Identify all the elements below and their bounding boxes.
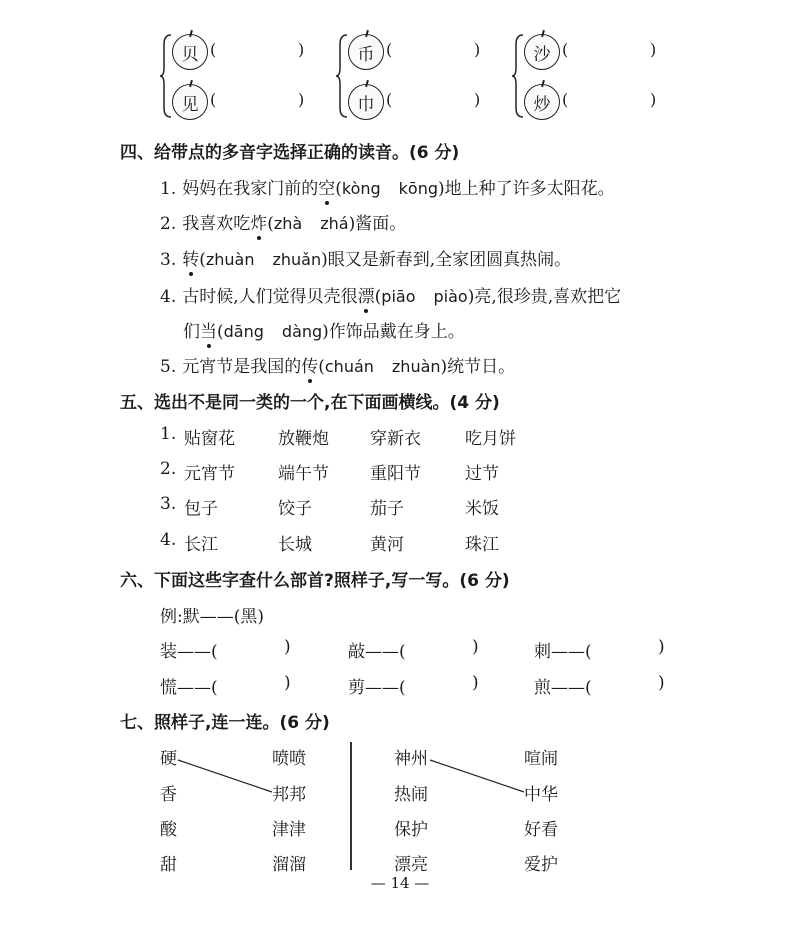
match-item[interactable]: 保护 <box>394 820 428 840</box>
apple-char: 炒 <box>524 84 560 120</box>
radical-char: 敲 <box>348 642 365 662</box>
word-choice[interactable]: 米饭 <box>465 499 499 519</box>
pinyin-option[interactable]: zhuàn <box>391 357 441 376</box>
word-choice[interactable]: 穿新衣 <box>370 429 421 449</box>
apple-char: 巾 <box>348 84 384 120</box>
word-choice[interactable]: 重阳节 <box>370 464 421 484</box>
word-choice[interactable]: 贴窗花 <box>184 429 235 449</box>
word-choice[interactable]: 茄子 <box>370 499 404 519</box>
section4-title: 四、给带点的多音字选择正确的读音。(6 分) <box>120 143 460 163</box>
apple-char: 沙 <box>524 34 560 70</box>
apple-group-1: 贝 ( ) 见 ( ) <box>160 28 310 123</box>
row-number: 2. <box>160 459 177 479</box>
pinyin-option[interactable]: piāo <box>381 287 416 306</box>
pinyin-option[interactable]: zhá <box>320 214 349 233</box>
example-link-line <box>430 760 524 792</box>
match-item[interactable]: 香 <box>160 785 177 805</box>
section5-title: 五、选出不是同一类的一个,在下面画横线。(4 分) <box>120 393 500 413</box>
word-choice[interactable]: 包子 <box>184 499 218 519</box>
row-number: 4. <box>160 530 177 550</box>
row-number: 3. <box>160 494 177 514</box>
match-item[interactable]: 热闹 <box>394 785 428 805</box>
match-item[interactable]: 好看 <box>524 820 558 840</box>
apple-char: 见 <box>172 84 208 120</box>
word-choice[interactable]: 元宵节 <box>184 464 235 484</box>
match-item[interactable]: 甜 <box>160 855 177 875</box>
radical-char: 煎 <box>534 678 551 698</box>
pinyin-option[interactable]: kōng <box>398 179 439 198</box>
dotted-char: 传 <box>301 357 319 377</box>
pinyin-option[interactable]: dāng <box>223 322 264 341</box>
pinyin-option[interactable]: chuán <box>324 357 374 376</box>
pinyin-option[interactable]: zhuàn <box>205 250 255 269</box>
pinyin-option[interactable]: dàng <box>281 322 323 341</box>
question-line: 1. 妈妈在我家门前的空(kòng kōng)地上种了许多太阳花。 <box>160 179 615 199</box>
question-line: 2. 我喜欢吃炸(zhà zhá)酱面。 <box>160 214 407 234</box>
question-line: 3. 转(zhuàn zhuǎn)眼又是新春到,全家团圆真热闹。 <box>160 250 572 270</box>
word-choice[interactable]: 饺子 <box>278 499 312 519</box>
dotted-char: 炸 <box>250 214 268 234</box>
section6-title: 六、下面这些字查什么部首?照样子,写一写。(6 分) <box>120 571 510 591</box>
apple-char: 币 <box>348 34 384 70</box>
question-line: 们当(dāng dàng)作饰品戴在身上。 <box>183 322 465 342</box>
match-item[interactable]: 爱护 <box>524 855 558 875</box>
row-number: 1. <box>160 424 177 444</box>
radical-char: 慌 <box>160 678 177 698</box>
word-choice[interactable]: 长城 <box>278 535 312 555</box>
dotted-char: 转 <box>182 250 200 270</box>
match-item[interactable]: 喧闹 <box>524 749 558 769</box>
example-line: 例:默——(黑) <box>160 607 264 627</box>
word-choice[interactable]: 端午节 <box>278 464 329 484</box>
word-choice[interactable]: 黄河 <box>370 535 404 555</box>
match-item[interactable]: 硬 <box>160 749 177 769</box>
question-line: 5. 元宵节是我国的传(chuán zhuàn)统节日。 <box>160 357 516 377</box>
match-item[interactable]: 中华 <box>524 785 558 805</box>
question-line: 4. 古时候,人们觉得贝壳很漂(piāo piào)亮,很珍贵,喜欢把它 <box>160 287 622 307</box>
dotted-char: 当 <box>200 322 217 342</box>
match-item[interactable]: 溜溜 <box>272 855 306 875</box>
word-choice[interactable]: 过节 <box>465 464 499 484</box>
apple-group-3: 沙 ( ) 炒 ( ) <box>512 28 662 123</box>
match-item[interactable]: 邦邦 <box>272 785 306 805</box>
match-item[interactable]: 喷喷 <box>272 749 306 769</box>
word-choice[interactable]: 珠江 <box>465 535 499 555</box>
word-choice[interactable]: 放鞭炮 <box>278 429 329 449</box>
radical-char: 刺 <box>534 642 551 662</box>
dotted-char: 漂 <box>357 287 375 307</box>
pinyin-option[interactable]: zhuǎn <box>272 250 322 269</box>
radical-char: 装 <box>160 642 177 662</box>
example-link-line <box>178 760 272 792</box>
apple-char: 贝 <box>172 34 208 70</box>
page-number: — 14 — <box>370 874 430 892</box>
apple-group-2: 币 ( ) 巾 ( ) <box>336 28 486 123</box>
match-item[interactable]: 酸 <box>160 820 177 840</box>
word-choice[interactable]: 吃月饼 <box>465 429 516 449</box>
pinyin-option[interactable]: piào <box>433 287 468 306</box>
section7-title: 七、照样子,连一连。(6 分) <box>120 713 330 733</box>
match-item[interactable]: 漂亮 <box>394 855 428 875</box>
match-item[interactable]: 津津 <box>272 820 306 840</box>
pinyin-option[interactable]: kòng <box>341 179 381 198</box>
match-item[interactable]: 神州 <box>394 749 428 769</box>
pinyin-option[interactable]: zhà <box>273 214 303 233</box>
word-choice[interactable]: 长江 <box>184 535 218 555</box>
dotted-char: 空 <box>318 179 336 199</box>
radical-char: 剪 <box>348 678 365 698</box>
